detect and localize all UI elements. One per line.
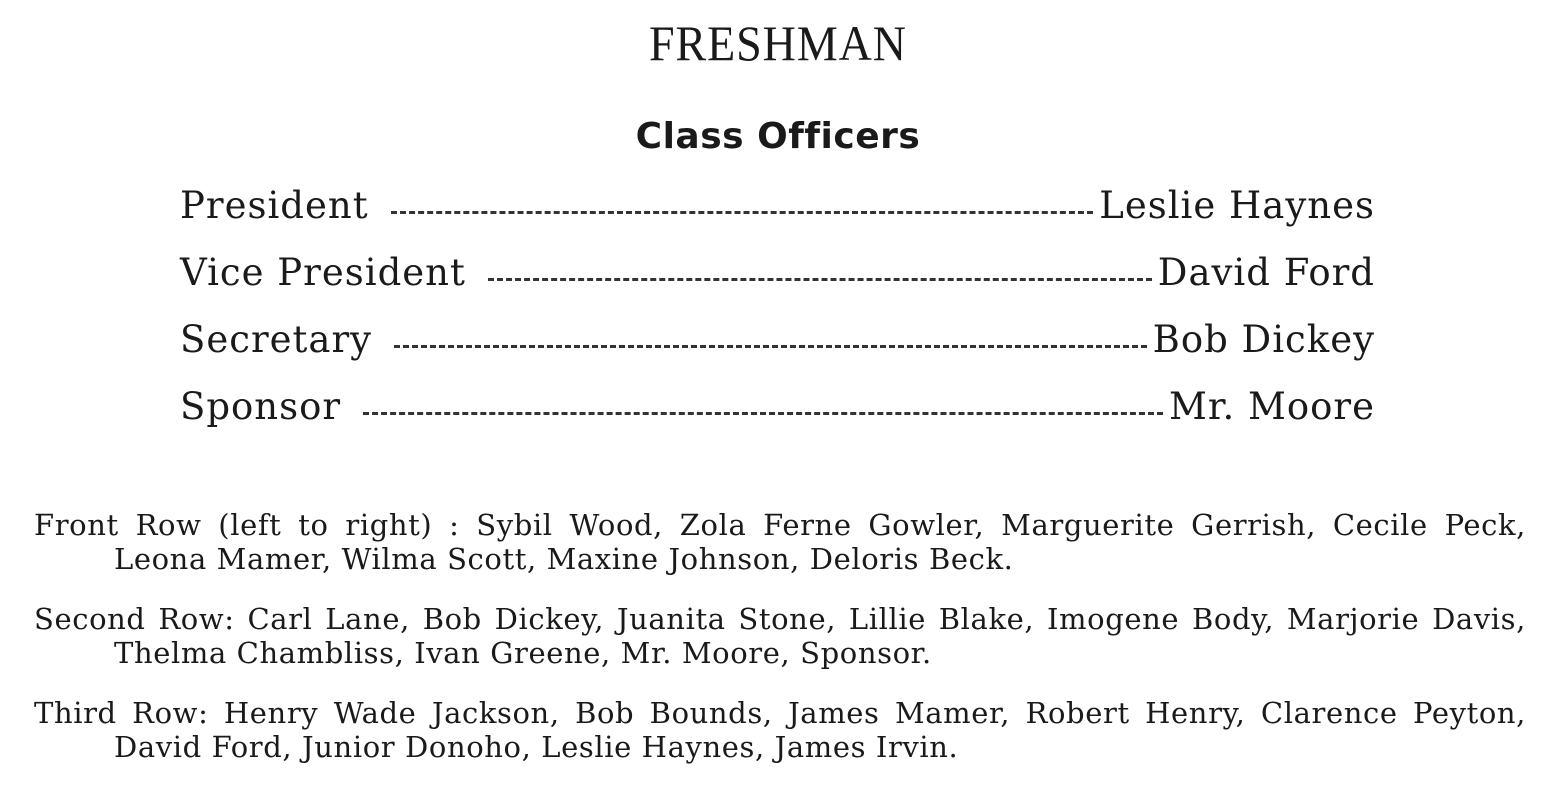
row-label: Third Row: (34, 696, 209, 730)
row-label: Second Row: (34, 602, 235, 636)
officer-name: David Ford (1157, 251, 1375, 294)
officer-row-vice-president (180, 251, 1375, 318)
dotted-leader (363, 412, 1163, 415)
officer-role: Secretary (180, 318, 373, 361)
dotted-leader (391, 211, 1094, 214)
row-names: Carl Lane, Bob Dickey, Juanita Stone, Lillie Blake, Imogene Body, Marjorie Davis, Thelma Chambliss, Ivan Greene, Mr. Moore, Sponsor. (114, 602, 1526, 670)
officer-name: Leslie Haynes (1099, 184, 1375, 227)
officers-list (180, 184, 1375, 452)
officer-name: Mr. Moore (1168, 385, 1375, 428)
officer-name: Bob Dickey (1152, 318, 1375, 361)
section-heading-class-officers: Class Officers (635, 116, 921, 157)
dotted-leader (488, 278, 1152, 281)
officer-row-sponsor (180, 385, 1375, 452)
photo-caption-rows (34, 508, 1526, 790)
dotted-leader (394, 345, 1147, 348)
caption-third-row (34, 696, 1526, 764)
officer-role: President (180, 184, 369, 227)
row-names: Sybil Wood, Zola Ferne Gowler, Marguerite Gerrish, Cecile Peck, Leona Mamer, Wilma Scott, Maxine Johnson, Deloris Beck. (114, 508, 1526, 576)
caption-front-row (34, 508, 1526, 576)
officer-role: Vice President (180, 251, 466, 294)
row-names: Henry Wade Jackson, Bob Bounds, James Mamer, Robert Henry, Clarence Peyton, David Ford, Junior Donoho, Leslie Haynes, James Irvin. (114, 696, 1526, 764)
officer-role: Sponsor (180, 385, 342, 428)
officer-row-secretary (180, 318, 1375, 385)
caption-second-row (34, 602, 1526, 670)
officer-row-president (180, 184, 1375, 251)
row-label: Front Row (left to right) : (34, 508, 460, 542)
page-title: FRESHMAN (649, 15, 907, 71)
